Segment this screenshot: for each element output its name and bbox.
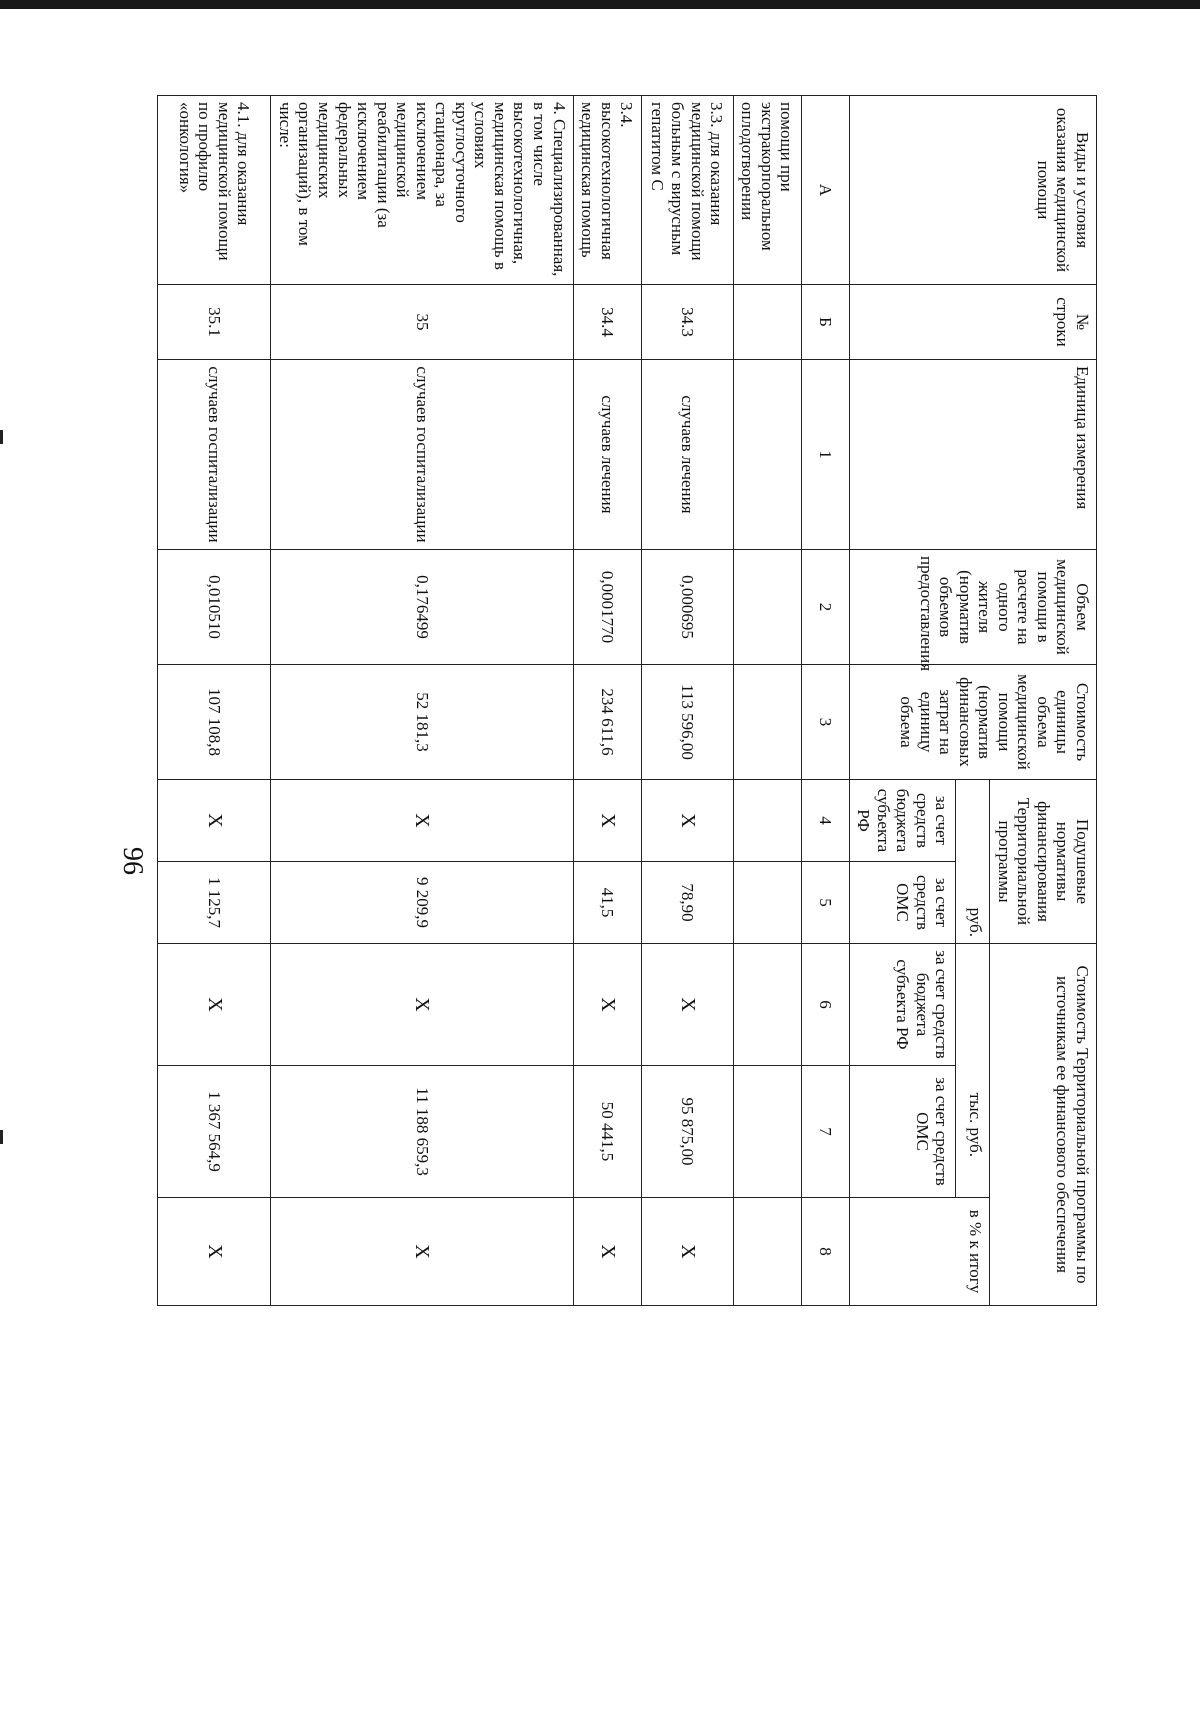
index-cell: А: [801, 96, 849, 285]
cell-percent: X: [271, 1198, 573, 1306]
cell-pc-budget: X: [158, 780, 271, 862]
cell-pc-budget: X: [641, 780, 733, 862]
cell-row-no: 34.3: [641, 285, 733, 360]
header-pc-budget: за счет средств бюджета субъекта РФ: [849, 780, 956, 862]
cell-pc-oms: 1 125,7: [158, 862, 271, 944]
index-cell: 4: [801, 780, 849, 862]
cell-tp-oms: 50 441,5: [573, 1066, 641, 1198]
cell-percent: X: [573, 1198, 641, 1306]
header-unit-cost: Стоимость единицы объема медицинской помощи (норматив финансовых затрат на единицу объема: [849, 665, 1096, 780]
cell-pc-budget: X: [573, 780, 641, 862]
table-row: [271, 96, 573, 1306]
table-row: [573, 96, 641, 1306]
scan-margin-mark: [0, 1130, 3, 1144]
column-index-row: [801, 96, 849, 1306]
cell-tp-budget: X: [158, 944, 271, 1066]
index-cell: 3: [801, 665, 849, 780]
cell-unit-cost: 52 181,3: [271, 665, 573, 780]
scan-top-edge: [0, 0, 1200, 9]
cell-unit: [733, 360, 801, 550]
cell-kind: 4.1. для оказания медицинской помощи по профилю «онкология»: [158, 96, 271, 285]
header-program-cost: Стоимость Территориальной программы по источникам ее финансового обеспечения: [990, 944, 1097, 1306]
cell-volume: 0,000695: [641, 550, 733, 665]
cell-kind: помощи при экстракорпоральном оплодотворении: [733, 96, 801, 285]
index-cell: Б: [801, 285, 849, 360]
cell-unit: случаев лечения: [573, 360, 641, 550]
cell-tp-oms: 95 875,00: [641, 1066, 733, 1198]
index-cell: 5: [801, 862, 849, 944]
table-row: [641, 96, 733, 1306]
cell-volume: 0,010510: [158, 550, 271, 665]
cell-unit-cost: 107 108,8: [158, 665, 271, 780]
cell-row-no: [733, 285, 801, 360]
cell-pc-budget: X: [271, 780, 573, 862]
index-cell: 6: [801, 944, 849, 1066]
cell-unit: случаев госпитализации: [158, 360, 271, 550]
funding-table: [157, 95, 1097, 1306]
table-row: [733, 96, 801, 1306]
cell-kind: 3.3. для оказания медицинской помощи больным с вирусным гепатитом С: [641, 96, 733, 285]
cell-row-no: 35: [271, 285, 573, 360]
cell-unit-cost: 113 596,00: [641, 665, 733, 780]
header-unit: Единица измерения: [849, 360, 1096, 550]
cell-pc-budget: [733, 780, 801, 862]
cell-volume: 0,176499: [271, 550, 573, 665]
index-cell: 8: [801, 1198, 849, 1306]
cell-pc-oms: 41,5: [573, 862, 641, 944]
header-thousand-rub: тыс. руб.: [956, 944, 990, 1198]
cell-row-no: 35.1: [158, 285, 271, 360]
cell-volume: [733, 550, 801, 665]
cell-unit: случаев лечения: [641, 360, 733, 550]
header-percent: в % к итогу: [849, 1198, 990, 1306]
index-cell: 7: [801, 1066, 849, 1198]
cell-tp-budget: [733, 944, 801, 1066]
header-volume: Объем медицинской помощи в расчете на одного жителя (норматив объемов предоставления: [849, 550, 1096, 665]
header-tp-oms: за счет средств ОМС: [849, 1066, 956, 1198]
cell-tp-oms: [733, 1066, 801, 1198]
cell-percent: X: [158, 1198, 271, 1306]
cell-kind: 4. Специализированная, в том числе высокотехнологичная, медицинская помощь в условиях круглосуточного стационара, за исключением медицинской реабилитации (за исключением федеральных медицинских организаций), в том числе:: [271, 96, 573, 285]
cell-percent: [733, 1198, 801, 1306]
cell-percent: X: [641, 1198, 733, 1306]
header-pc-oms: за счет средств ОМС: [849, 862, 956, 944]
cell-tp-budget: X: [573, 944, 641, 1066]
cell-row-no: 34.4: [573, 285, 641, 360]
page-number: 96: [117, 847, 148, 875]
cell-unit-cost: 234 611,6: [573, 665, 641, 780]
header-kinds: Виды и условия оказания медицинской помощи: [849, 96, 1096, 285]
cell-volume: 0,0001770: [573, 550, 641, 665]
header-tp-budget: за счет средств бюджета субъекта РФ: [849, 944, 956, 1066]
rotated-table-container: [172, 95, 1097, 1305]
cell-tp-oms: 1 367 564,9: [158, 1066, 271, 1198]
cell-unit-cost: [733, 665, 801, 780]
cell-pc-oms: [733, 862, 801, 944]
cell-pc-oms: 78,90: [641, 862, 733, 944]
cell-tp-budget: X: [641, 944, 733, 1066]
scan-margin-mark: [0, 430, 3, 444]
header-row-no: № строки: [849, 285, 1096, 360]
cell-tp-budget: X: [271, 944, 573, 1066]
cell-unit: случаев госпитализации: [271, 360, 573, 550]
header-per-capita: Подушевые нормативы финансирования Территориальной программы: [990, 780, 1097, 944]
index-cell: 2: [801, 550, 849, 665]
cell-kind: 3.4. высокотехнологичная медицинская помощь: [573, 96, 641, 285]
cell-pc-oms: 9 209,9: [271, 862, 573, 944]
index-cell: 1: [801, 360, 849, 550]
table-row: [158, 96, 271, 1306]
header-rub: руб.: [956, 780, 990, 944]
cell-tp-oms: 11 188 659,3: [271, 1066, 573, 1198]
